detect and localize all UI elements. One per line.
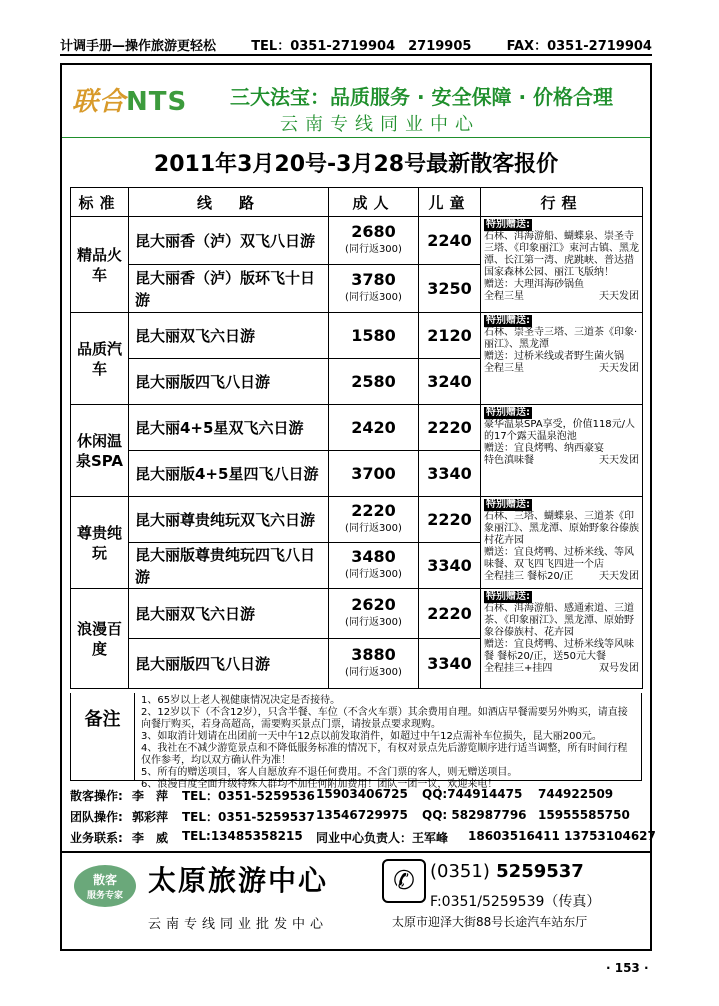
adult-price: 2680 bbox=[351, 221, 396, 241]
adult-price: 2620 bbox=[351, 594, 396, 614]
contact-qq: QQ:744914475 bbox=[422, 787, 523, 801]
child-price-cell: 2220 bbox=[419, 589, 481, 639]
contacts-section bbox=[70, 785, 656, 848]
category-cell bbox=[71, 313, 129, 405]
note-item: 3、如取消计划请在出团前一天中午12点以前发取消件，如超过中午12点需补车位损失，昆大丽200元。 bbox=[141, 731, 602, 742]
itinerary-standard: 全程三星 bbox=[484, 291, 524, 302]
note-item: 4、我社在不减少游览景点和不降低服务标准的情况下，有权对景点先后游览顺序进行适当调整，所有时间行程仅作参考，均以双方确认件为准！ bbox=[141, 743, 628, 766]
route-cell: 昆大丽尊贵纯玩双飞六日游 bbox=[129, 497, 329, 543]
gift-tag: 特别赠送: bbox=[486, 591, 530, 602]
contact-tel: TEL:13485358215 bbox=[182, 829, 303, 843]
category-cell bbox=[71, 405, 129, 497]
price-table bbox=[70, 187, 643, 689]
top-bar-title: 计调手册—操作旅游更轻松 bbox=[60, 39, 217, 54]
col-header-route: 线 路 bbox=[129, 188, 329, 217]
route-cell: 昆大丽版4+5星四飞八日游 bbox=[129, 451, 329, 497]
rebate-note: (同行返300) bbox=[345, 522, 402, 534]
adult-price: 3880 bbox=[351, 644, 396, 664]
table-row bbox=[71, 589, 643, 639]
rebate-note: (同行返300) bbox=[345, 568, 402, 580]
category-cell bbox=[71, 217, 129, 313]
itinerary-text: 石林、洱海游船、蝴蝶泉、崇圣寺三塔、《印象丽江》束河古镇、黑龙潭、长江第一湾、虎跳峡、普达措国家森林公园、丽江飞版纳！ bbox=[484, 231, 639, 278]
adult-price: 2420 bbox=[351, 417, 396, 437]
child-price-cell: 3340 bbox=[419, 639, 481, 689]
contact-manager: 同业中心负责人：王军峰 bbox=[316, 831, 449, 845]
itinerary-standard: 特色滇味餐 bbox=[484, 455, 534, 466]
itinerary-cell bbox=[481, 217, 643, 313]
adult-price: 3480 bbox=[351, 546, 396, 566]
itinerary-gift: 赠送：大理洱海砂锅鱼 bbox=[484, 279, 584, 290]
rebate-note: (同行返300) bbox=[345, 666, 402, 678]
itinerary-gift: 赠送：宜良烤鸭、过桥米线、等风味餐、双飞四飞四进一个店 bbox=[484, 547, 634, 570]
contact-extra: 744922509 bbox=[538, 787, 614, 801]
gift-tag: 特别赠送: bbox=[486, 407, 530, 418]
subtitle: 云南专线同业中心 bbox=[280, 114, 480, 135]
contact-role: 散客操作: bbox=[70, 789, 123, 803]
rebate-note: (同行返300) bbox=[345, 291, 402, 303]
agency-fax: F:0351/5259539（传真） bbox=[430, 894, 601, 910]
flyer-footer bbox=[62, 851, 650, 953]
child-price-cell: 3250 bbox=[419, 265, 481, 313]
contact-tel: TEL：0351-5259536 bbox=[182, 789, 315, 803]
adult-price: 1580 bbox=[351, 325, 396, 345]
agency-tel bbox=[430, 861, 584, 882]
adult-price-cell bbox=[329, 589, 419, 639]
route-cell: 昆大丽双飞六日游 bbox=[129, 313, 329, 359]
notes-section bbox=[70, 693, 642, 790]
agency-name: 太原旅游中心 bbox=[148, 864, 329, 897]
itinerary-schedule: 天天发团 bbox=[599, 571, 639, 582]
itinerary-gift: 赠送：宜良烤鸭、过桥米线等风味餐 餐标20/正，送50元大餐 bbox=[484, 639, 634, 662]
rebate-note: (同行返300) bbox=[345, 243, 402, 255]
category-cell bbox=[71, 589, 129, 689]
agency-address: 太原市迎泽大街88号长途汽车站东厅 bbox=[392, 915, 588, 929]
contact-tel: TEL：0351-5259537 bbox=[182, 810, 315, 824]
contact-row bbox=[70, 827, 656, 848]
top-contact-bar bbox=[60, 34, 652, 56]
adult-price-cell bbox=[329, 405, 419, 451]
itinerary-schedule: 天天发团 bbox=[599, 291, 639, 302]
route-cell: 昆大丽版尊贵纯玩四飞八日游 bbox=[129, 543, 329, 589]
itinerary-standard: 全程三星 bbox=[484, 363, 524, 374]
itinerary-text: 石林、崇圣寺三塔、三道茶《印象·丽江》、黑龙潭 bbox=[484, 327, 638, 350]
adult-price: 2220 bbox=[351, 500, 396, 520]
adult-price-cell bbox=[329, 451, 419, 497]
contact-name: 李 威 bbox=[132, 831, 169, 845]
itinerary-cell bbox=[481, 405, 643, 497]
contact-extra: 18603516411 13753104627 bbox=[468, 829, 656, 843]
itinerary-text: 豪华温泉SPA享受，价值118元/人的17个露天温泉泡池 bbox=[484, 419, 636, 442]
table-row bbox=[71, 313, 643, 359]
child-price-cell: 3340 bbox=[419, 543, 481, 589]
category-label: 品质汽车 bbox=[76, 339, 122, 378]
page-number: · 153 · bbox=[606, 961, 649, 975]
adult-price: 2580 bbox=[351, 371, 396, 391]
page-title: 2011年3月20号-3月28号最新散客报价 bbox=[153, 152, 559, 177]
logo-latin: NTS bbox=[126, 87, 188, 117]
itinerary-cell bbox=[481, 497, 643, 589]
service-badge bbox=[74, 865, 136, 907]
tel-number: 5259537 bbox=[496, 861, 584, 882]
category-label: 尊贵纯玩 bbox=[76, 523, 122, 562]
itinerary-gift: 赠送：过桥米线或者野生菌火锅 bbox=[484, 351, 624, 362]
header-divider bbox=[62, 137, 650, 138]
child-price-cell: 2240 bbox=[419, 217, 481, 265]
badge-subtitle: 服务专家 bbox=[86, 891, 123, 901]
contact-role: 团队操作: bbox=[70, 810, 123, 824]
child-price-cell: 2120 bbox=[419, 313, 481, 359]
contact-role: 业务联系: bbox=[70, 831, 123, 845]
footer-slogan: 云南专线同业批发中心 bbox=[148, 917, 329, 932]
itinerary-schedule: 天天发团 bbox=[599, 363, 639, 374]
route-cell: 昆大丽4+5星双飞六日游 bbox=[129, 405, 329, 451]
tel-area: (0351) bbox=[430, 861, 490, 882]
note-item: 2、12岁以下（不含12岁），只含半餐、车位（不含火车票）其余费用自理。如酒店早餐需要另外购买，请直接向餐厅购买，若身高超高，需要购买景点门票，请按景点要求现购。 bbox=[141, 707, 628, 730]
top-bar-tel: TEL：0351-2719904 2719905 bbox=[251, 39, 472, 54]
col-header-child: 儿童 bbox=[419, 188, 481, 217]
adult-price: 3700 bbox=[351, 463, 396, 483]
contact-mobile: 13546729975 bbox=[316, 808, 408, 822]
notes-label: 备注 bbox=[71, 693, 135, 780]
itinerary-schedule: 天天发团 bbox=[599, 455, 639, 466]
route-cell: 昆大丽香（泸）双飞八日游 bbox=[129, 217, 329, 265]
itinerary-gift: 赠送：宜良烤鸭、纳西豪宴 bbox=[484, 443, 604, 454]
route-cell: 昆大丽版四飞八日游 bbox=[129, 359, 329, 405]
category-label: 精品火车 bbox=[76, 245, 122, 284]
itinerary-text: 石林、三塔、蝴蝶泉、三道茶《印象丽江》、黑龙潭、原始野象谷傣族村花卉园 bbox=[484, 511, 639, 546]
table-header-row bbox=[71, 188, 643, 217]
col-header-standard: 标准 bbox=[71, 188, 129, 217]
child-price-cell: 3240 bbox=[419, 359, 481, 405]
route-cell: 昆大丽版四飞八日游 bbox=[129, 639, 329, 689]
badge-title: 散客 bbox=[92, 873, 117, 887]
itinerary-cell bbox=[481, 589, 643, 689]
top-bar-fax: FAX：0351-2719904 bbox=[506, 39, 652, 54]
note-item: 5、所有的赠送项目，客人自愿放弃不退任何费用。不含门票的客人，则无赠送项目。 bbox=[141, 767, 518, 778]
itinerary-standard: 全程挂三 餐标20/正 bbox=[484, 571, 574, 582]
route-cell: 昆大丽香（泸）版环飞十日游 bbox=[129, 265, 329, 313]
table-row bbox=[71, 217, 643, 265]
child-price-cell: 2220 bbox=[419, 497, 481, 543]
col-header-adult: 成人 bbox=[329, 188, 419, 217]
adult-price-cell bbox=[329, 313, 419, 359]
adult-price-cell bbox=[329, 639, 419, 689]
child-price-cell: 2220 bbox=[419, 405, 481, 451]
category-label: 浪漫百度 bbox=[76, 619, 122, 658]
company-logo bbox=[72, 81, 187, 118]
contact-qq: QQ: 582987796 bbox=[422, 808, 527, 822]
itinerary-text: 石林、洱海游船、感通索道、三道茶、《印象丽江》、黑龙潭、原始野象谷傣族村、花卉园 bbox=[484, 603, 634, 638]
contact-name: 李 萍 bbox=[132, 789, 169, 803]
adult-price-cell bbox=[329, 265, 419, 313]
adult-price-cell bbox=[329, 543, 419, 589]
contact-row bbox=[70, 806, 642, 827]
category-cell bbox=[71, 497, 129, 589]
gift-tag: 特别赠送: bbox=[486, 499, 530, 510]
adult-price-cell bbox=[329, 497, 419, 543]
logo-text: 联合 bbox=[72, 87, 127, 117]
slogan: 三大法宝：品质服务 · 安全保障 · 价格合理 bbox=[230, 85, 614, 109]
adult-price-cell bbox=[329, 217, 419, 265]
table-row bbox=[71, 497, 643, 543]
flyer-frame bbox=[60, 63, 656, 951]
flyer-header bbox=[62, 65, 650, 177]
itinerary-standard: 全程挂三+挂四 bbox=[484, 663, 553, 674]
adult-price-cell bbox=[329, 359, 419, 405]
category-label: 休闲温泉SPA bbox=[75, 431, 124, 470]
itinerary-cell bbox=[481, 313, 643, 405]
notes-list bbox=[141, 695, 637, 791]
contact-row bbox=[70, 785, 642, 806]
table-row bbox=[71, 405, 643, 451]
phone-icon: ✆ bbox=[382, 859, 426, 903]
note-item: 6、浪漫百度全面升级特殊人群均不加任何附加费用！团队一团一议，欢迎来电！ bbox=[141, 779, 498, 790]
gift-tag: 特别赠送: bbox=[486, 315, 530, 326]
contact-extra: 15955585750 bbox=[538, 808, 630, 822]
route-cell: 昆大丽双飞六日游 bbox=[129, 589, 329, 639]
itinerary-schedule: 双号发团 bbox=[599, 663, 639, 674]
col-header-itinerary: 行程 bbox=[481, 188, 643, 217]
note-item: 1、65岁以上老人视健康情况决定是否接待。 bbox=[141, 695, 341, 706]
child-price-cell: 3340 bbox=[419, 451, 481, 497]
gift-tag: 特别赠送: bbox=[486, 219, 530, 230]
contact-name: 郭彩萍 bbox=[132, 810, 169, 824]
adult-price: 3780 bbox=[351, 269, 396, 289]
rebate-note: (同行返300) bbox=[345, 616, 402, 628]
contact-mobile: 15903406725 bbox=[316, 787, 408, 801]
